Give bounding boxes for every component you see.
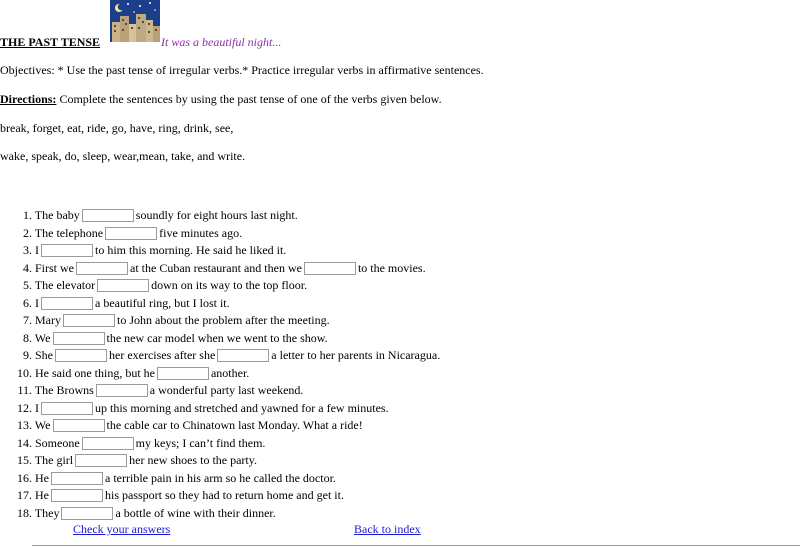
answer-input[interactable] <box>41 244 93 257</box>
sentence-fragment: He <box>35 470 49 485</box>
exercise-item <box>0 207 800 225</box>
sentence-fragment: They <box>34 505 60 520</box>
bottom-divider <box>32 545 800 546</box>
answer-input[interactable] <box>105 227 157 240</box>
back-to-index-link[interactable]: Back to index <box>354 522 421 536</box>
answer-input[interactable] <box>51 472 103 485</box>
sentence-fragment: her exercises after she <box>109 348 216 362</box>
sentence-fragment: up this morning and stretched and yawned for a few minutes. <box>95 400 389 415</box>
item-number: 3. <box>23 243 32 257</box>
verb-list-line-1: break, forget, eat, ride, go, have, ring, drink, see, <box>0 121 234 135</box>
sentence-fragment: Someone <box>35 435 80 450</box>
sentence-fragment: at the Cuban restaurant and then we <box>130 260 302 275</box>
answer-input[interactable] <box>157 367 209 380</box>
exercise-item <box>0 295 800 313</box>
item-number: 16. <box>17 470 32 485</box>
sentence-fragment: The Browns <box>34 383 94 397</box>
answer-input[interactable] <box>51 489 103 502</box>
sentence-fragment: a bottle of wine with their dinner. <box>115 505 276 520</box>
answer-input[interactable] <box>55 349 107 362</box>
sentence-fragment: We <box>34 330 51 345</box>
answer-input[interactable] <box>217 349 269 362</box>
exercise-item <box>0 347 800 365</box>
sentence-fragment: The telephone <box>34 225 104 240</box>
answer-input[interactable] <box>82 437 134 450</box>
exercise-item <box>0 312 800 330</box>
exercise-item <box>0 470 800 488</box>
item-number: 8. <box>23 330 32 345</box>
exercise-item <box>0 365 800 383</box>
sentence-fragment: The girl <box>34 453 74 467</box>
exercise-item <box>0 505 800 523</box>
item-number: 14. <box>17 435 32 450</box>
exercise-item <box>0 400 800 418</box>
sentence-fragment: my keys; I can’t find them. <box>135 435 266 450</box>
item-number: 5. <box>23 278 32 292</box>
sentence-fragment: I <box>35 295 39 310</box>
item-number: 2. <box>23 225 32 240</box>
sentence-fragment: soundly for eight hours last night. <box>135 208 298 222</box>
sentence-fragment: to the movies. <box>357 260 426 275</box>
check-answers-link[interactable]: Check your answers <box>73 522 171 536</box>
answer-input[interactable] <box>53 332 105 345</box>
answer-input[interactable] <box>76 262 128 275</box>
sentence-fragment: five minutes ago. <box>159 225 243 240</box>
item-number: 7. <box>23 313 32 327</box>
sentence-fragment: a terrible pain in his arm so he called the doctor. <box>105 470 336 485</box>
sentence-fragment: First we <box>35 260 74 275</box>
objectives-text: Objectives: * Use the past tense of irregular verbs.* Practice irregular verbs in affirmative sentences. <box>0 63 484 77</box>
item-number: 18. <box>17 505 32 520</box>
exercise-item <box>0 487 800 505</box>
sentence-fragment: Mary <box>35 313 61 327</box>
answer-input[interactable] <box>97 279 149 292</box>
answer-input[interactable] <box>61 507 113 520</box>
header <box>0 0 800 52</box>
sentence-fragment: He said one thing, but he <box>35 365 155 380</box>
exercise-item <box>0 330 800 348</box>
sentence-fragment: a beautiful ring, but I lost it. <box>95 295 230 310</box>
sentence-fragment: I <box>35 243 39 257</box>
item-number: 12. <box>17 400 32 415</box>
directions-label: Directions: <box>0 92 57 106</box>
sentence-fragment: I <box>35 400 39 415</box>
night-city-image <box>110 0 160 42</box>
item-number: 4. <box>23 260 32 275</box>
answer-input[interactable] <box>63 314 115 327</box>
sentence-fragment: to John about the problem after the meeting. <box>117 313 330 327</box>
footer-links <box>0 522 800 540</box>
sentence-fragment: his passport so they had to return home and get it. <box>105 488 344 502</box>
exercise-item <box>0 242 800 260</box>
sentence-fragment: The baby <box>34 208 80 222</box>
exercise-item <box>0 225 800 243</box>
sentence-fragment: We <box>34 418 51 432</box>
verb-list-line-2: wake, speak, do, sleep, wear,mean, take, and write. <box>0 149 246 163</box>
sentence-fragment: She <box>35 348 53 362</box>
answer-input[interactable] <box>96 384 148 397</box>
directions-text: Complete the sentences by using the past tense of one of the verbs given below. <box>56 92 442 106</box>
sentence-fragment: another. <box>210 365 250 380</box>
sentence-fragment: a wonderful party last weekend. <box>149 383 304 397</box>
sentence-fragment: to him this morning. He said he liked it. <box>95 243 287 257</box>
exercise-list <box>0 207 800 522</box>
sentence-fragment: the cable car to Chinatown last Monday. What a ride! <box>106 418 363 432</box>
answer-input[interactable] <box>41 402 93 415</box>
item-number: 9. <box>23 348 32 362</box>
sentence-fragment: The elevator <box>34 278 96 292</box>
exercise-item <box>0 277 800 295</box>
page-subtitle: It was a beautiful night... <box>161 35 282 49</box>
answer-input[interactable] <box>53 419 105 432</box>
item-number: 15. <box>17 453 32 467</box>
item-number: 6. <box>23 295 32 310</box>
page-title: THE PAST TENSE <box>0 35 101 49</box>
exercise-item <box>0 435 800 453</box>
exercise-item <box>0 260 800 278</box>
item-number: 17. <box>17 488 32 502</box>
sentence-fragment: down on its way to the top floor. <box>151 278 308 292</box>
item-number: 11. <box>17 383 32 397</box>
sentence-fragment: He <box>35 488 49 502</box>
sentence-fragment: her new shoes to the party. <box>129 453 257 467</box>
exercise-item <box>0 417 800 435</box>
answer-input[interactable] <box>75 454 127 467</box>
answer-input[interactable] <box>304 262 356 275</box>
sentence-fragment: a letter to her parents in Nicaragua. <box>271 348 441 362</box>
sentence-fragment: the new car model when we went to the show. <box>106 330 328 345</box>
item-number: 10. <box>17 365 32 380</box>
exercise-item <box>0 382 800 400</box>
item-number: 13. <box>17 418 32 432</box>
answer-input[interactable] <box>82 209 134 222</box>
answer-input[interactable] <box>41 297 93 310</box>
directions <box>0 92 442 107</box>
item-number: 1. <box>23 208 32 222</box>
exercise-item <box>0 452 800 470</box>
